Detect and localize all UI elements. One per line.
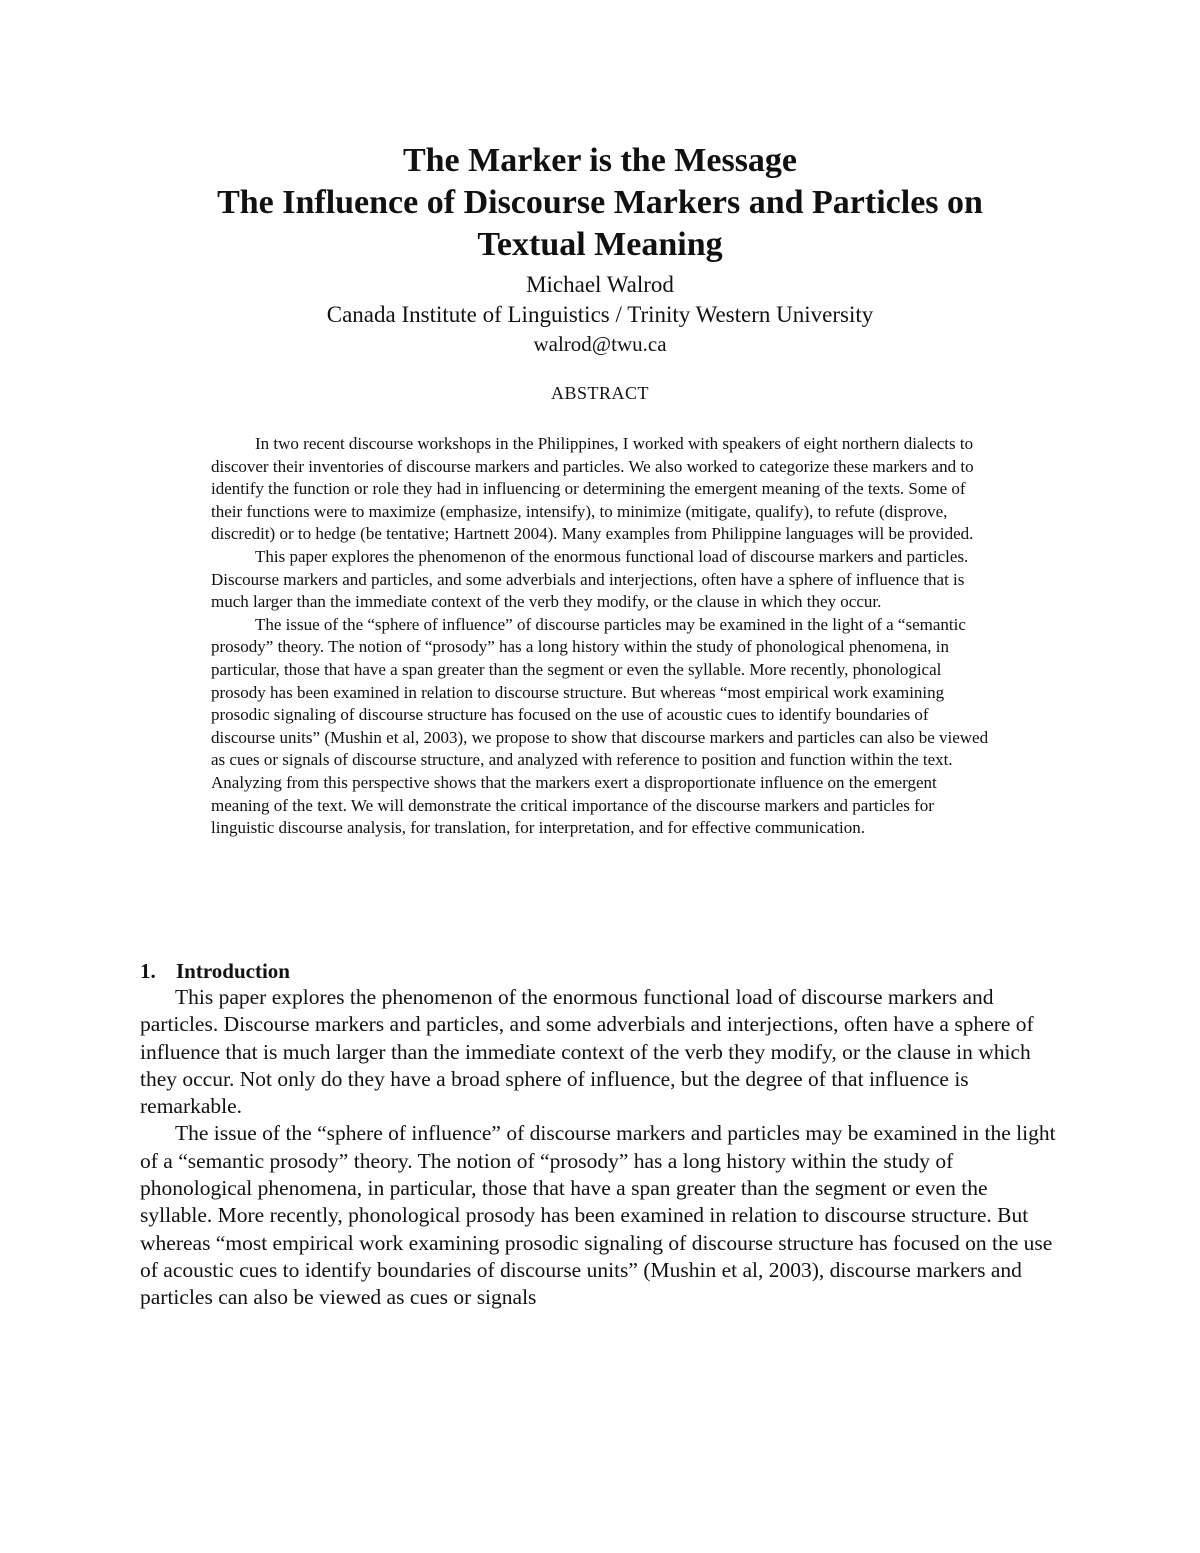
author-affiliation: Canada Institute of Linguistics / Trinity Western University xyxy=(326,302,874,327)
paper-title-line-3: Textual Meaning xyxy=(477,226,723,263)
abstract-heading: ABSTRACT xyxy=(550,383,650,403)
abstract-paragraph: This paper explores the phenomenon of the enormous functional load of discourse markers and particles. Discourse markers and particles, and some adverbials and interjections, often have a sphere of influence that is much larger than the immediate context of the verb they modify, or the clause in which they occur. xyxy=(211,546,969,612)
introduction-body xyxy=(140,984,1065,1312)
body-paragraph: The issue of the “sphere of influence” of discourse markers and particles may be examined in the light of a “semantic prosody” theory. The notion of “prosody” has a long history within the study of phonological phenomena, in particular, those that have a span greater than the segment or even the syllable. More recently, phonological prosody has been examined in relation to discourse structure. But whereas “most empirical work examining prosodic signaling of discourse structure has focused on the use of acoustic cues to identify boundaries of discourse units” (Mushin et al, 2003), discourse markers and particles can also be viewed as cues or signals xyxy=(140,1121,1056,1310)
body-paragraph: This paper explores the phenomenon of the enormous functional load of discourse markers and particles. Discourse markers and particles, and some adverbials and interjections, often have a sphere of influence that is much larger than the immediate context of the verb they modify, or the clause in which they occur. Not only do they have a broad sphere of influence, but the degree of that influence is remarkable. xyxy=(140,985,1034,1119)
section-number: 1. xyxy=(140,959,156,983)
author-name: Michael Walrod xyxy=(526,272,674,297)
section-heading-introduction xyxy=(140,957,290,985)
abstract-body xyxy=(211,433,989,840)
title-block xyxy=(120,140,1080,358)
author-email: walrod@twu.ca xyxy=(533,332,667,356)
paper-title-line-2: The Influence of Discourse Markers and Particles on xyxy=(217,184,983,221)
section-title: Introduction xyxy=(176,959,290,983)
paper-title-line-1: The Marker is the Message xyxy=(402,142,798,179)
abstract-paragraph: In two recent discourse workshops in the Philippines, I worked with speakers of eight northern dialects to discover their inventories of discourse markers and particles. We also worked to categorize these markers and to identify the function or role they had in influencing or determining the emergent meaning of the texts. Some of their functions were to maximize (emphasize, intensify), to minimize (mitigate, qualify), to refute (disprove, discredit) or to hedge (be tentative; Hartnett 2004). Many examples from Philippine languages will be provided. xyxy=(211,434,974,544)
abstract-paragraph: The issue of the “sphere of influence” of discourse particles may be examined in the light of a “semantic prosody” theory. The notion of “prosody” has a long history within the study of phonological phenomena, in particular, those that have a span greater than the segment or even the syllable. More recently, phonological prosody has been examined in relation to discourse structure. But whereas “most empirical work examining prosodic signaling of discourse structure has focused on the use of acoustic cues to identify boundaries of discourse units” (Mushin et al, 2003), we propose to show that discourse markers and particles can also be viewed as cues or signals of discourse structure, and analyzed with reference to position and function within the text. Analyzing from this perspective shows that the markers exert a disproportionate influence on the emergent meaning of the text. We will demonstrate the critical importance of the discourse markers and particles for linguistic discourse analysis, for translation, for interpretation, and for effective communication. xyxy=(211,614,989,838)
